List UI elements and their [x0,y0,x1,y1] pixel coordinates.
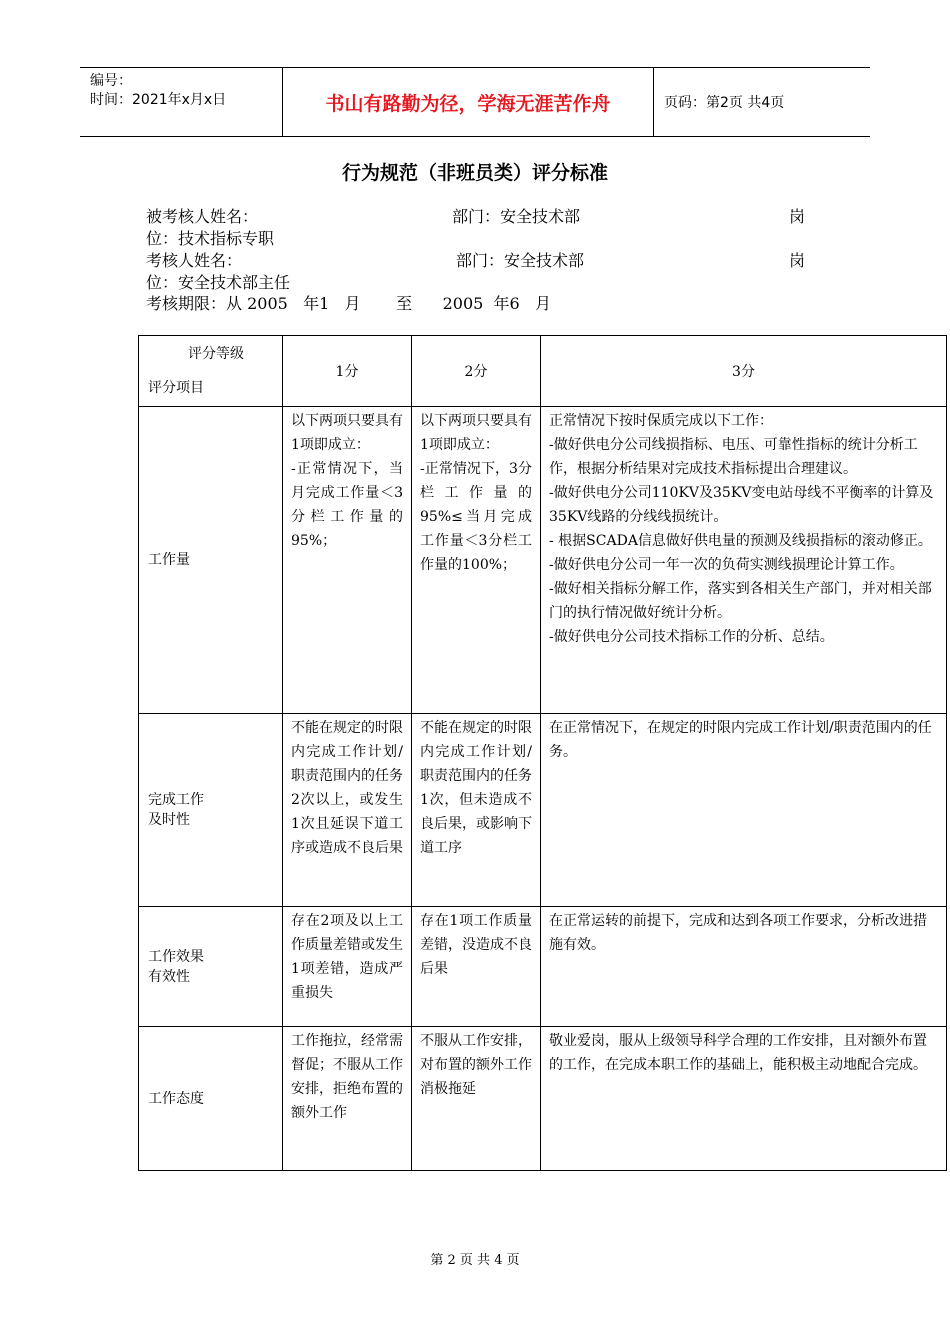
row-score-2: 存在1项工作质量差错，没造成不良后果 [412,907,541,1027]
assessor-name-label: 考核人姓名： [146,251,243,270]
scoring-table [138,335,947,1171]
text-line: -做好相关指标分解工作，落实到各相关生产部门，并对相关部门的执行情况做好统计分析。 [549,581,932,621]
row-label [139,714,283,907]
text-line: 以下两项只要具有1项即成立： [420,413,532,453]
assessee-department: 部门：安全技术部 [452,207,581,226]
row-score-3: 在正常情况下，在规定的时限内完成工作计划/职责范围内的任务。 [541,714,947,907]
page-footer: 第 2 页 共 4 页 [430,1253,520,1268]
assessor-post: 位：安全技术部主任 [146,273,291,292]
page-header [80,67,870,137]
text-line: -正常情况下，当月完成工作量＜3分栏工作量的95%； [291,461,403,549]
text-line: -做好供电分公司技术指标工作的分析、总结。 [549,629,834,645]
row-score-1: 工作拖拉，经常需督促；不服从工作安排，拒绝布置的额外工作 [283,1027,412,1171]
header-col-2: 2分 [412,336,541,407]
row-score-1: 存在2项及以上工作质量差错或发生1项差错，造成严重损失 [283,907,412,1027]
document-number: 编号： [90,73,132,89]
header-motto: 书山有路勤为径，学海无涯苦作舟 [282,68,654,136]
row-score-1 [283,407,412,714]
header-score-item: 评分项目 [148,380,204,396]
assessor-post-label: 岗 [789,251,806,270]
text-line: 及时性 [148,812,190,828]
assessee-post-label: 岗 [789,207,806,226]
header-col-3: 3分 [541,336,947,407]
row-label [139,907,283,1027]
document-title: 行为规范（非班员类）评分标准 [341,162,608,184]
text-line: -做好供电分公司一年一次的负荷实测线损理论计算工作。 [549,557,904,573]
text-line: -做好供电分公司线损指标、电压、可靠性指标的统计分析工作，根据分析结果对完成技术指标提出合理建议。 [549,437,918,477]
table-row [139,1027,947,1171]
text-line: -正常情况下，3分栏工作量的95%≤当月完成工作量＜3分栏工作量的100%； [420,461,532,573]
text-line: 完成工作 [148,792,204,808]
row-score-2: 不能在规定的时限内完成工作计划/职责范围内的任务1次，但未造成不良后果，或影响下道工序 [412,714,541,907]
text-line: - 根据SCADA信息做好供电量的预测及线损指标的滚动修正。 [549,533,932,549]
row-score-1: 不能在规定的时限内完成工作计划/职责范围内的任务2次以上，或发生1次且延误下道工序或造成不良后果 [283,714,412,907]
assessor-department: 部门：安全技术部 [456,251,585,270]
table-row [139,714,947,907]
assessee-name-label: 被考核人姓名： [146,207,259,226]
text-line: 有效性 [148,968,190,985]
header-meta [80,68,282,136]
table-corner-cell [139,336,283,407]
row-score-3 [541,407,947,714]
text-line: 工作效果 [148,948,204,965]
row-label: 工作态度 [139,1027,283,1171]
header-page-number: 页码：第2页 共4页 [664,95,785,111]
row-score-2 [412,407,541,714]
row-score-3: 在正常运转的前提下，完成和达到各项工作要求，分析改进措施有效。 [541,907,947,1027]
row-score-3: 敬业爱岗，服从上级领导科学合理的工作安排，且对额外布置的工作，在完成本职工作的基础上，能积极主动地配合完成。 [541,1027,947,1171]
table-row [139,407,947,714]
header-col-1: 1分 [283,336,412,407]
row-score-2: 不服从工作安排，对布置的额外工作消极拖延 [412,1027,541,1171]
text-line: -做好供电分公司110KV及35KV变电站母线不平衡率的计算及35KV线路的分线线损统计。 [549,485,934,525]
table-header-row [139,336,947,407]
text-line: 正常情况下按时保质完成以下工作： [549,413,773,429]
row-label: 工作量 [139,407,283,714]
text-line: 以下两项只要具有1项即成立： [291,413,403,453]
table-row [139,907,947,1027]
document-time: 时间：2021年x月x日 [90,92,227,108]
assessee-post: 位：技术指标专职 [146,229,275,248]
header-score-level: 评分等级 [188,346,244,362]
assessment-period: 考核期限：从 2005 年1 月 至 2005 年6 月 [146,294,551,313]
